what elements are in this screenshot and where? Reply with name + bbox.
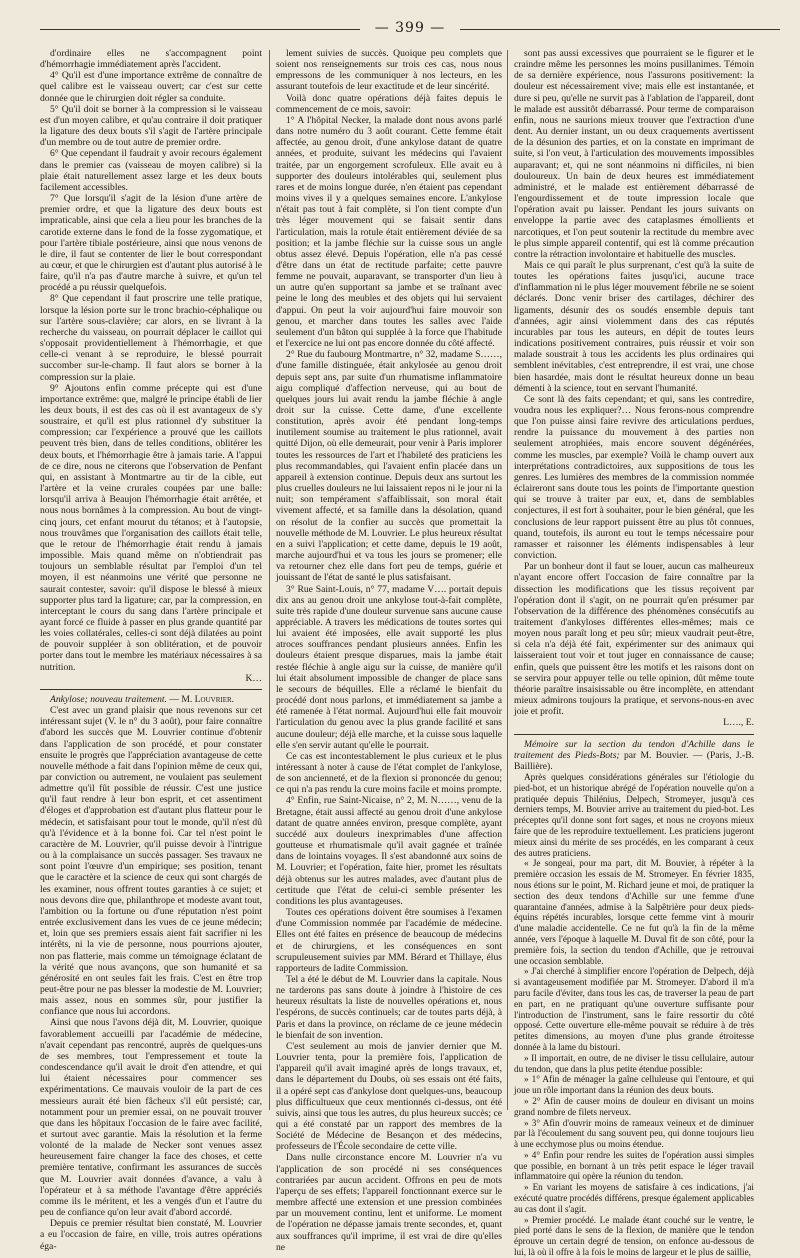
author-signature: K… <box>245 672 262 684</box>
paragraph: Tel a été le début de M. Louvrier dans la capitale. Nous ne tarderons pas sans doute à joindre à l'histoire de ces heureux résultats la liste de nouvelles opérations et, nous l'espérons, de succès continuels; car de toutes parts déjà, à Paris et dans la province, on réclame de ce jeune médecin le bienfait de son invention. <box>276 973 502 1041</box>
paragraph: Depuis ce premier résultat bien constaté, M. Louvrier a eu l'occasion de faire, en ville, trois autres opérations éga- <box>40 1218 262 1252</box>
page-number: — 399 — <box>374 20 446 36</box>
paragraph: Par un bonheur dont il faut se louer, aucun cas malheureux n'ayant encore offert l'occasion de faire connaître par la dissection les modifications que les tissus reçoivent par l'opération dont il s'agit, on ne pourrait qu'en présumer par l'observation de la différence des phénomènes consécutifs au traitement d'ankyloses différentes elles-mêmes; mais ce moyen nous paraît long et peu sûr; mieux vaudrait peut-être, si cela n'a déjà été fait, expérimenter sur des animaux qui laisseraient tout voir et tout juger en connaissance de cause; enfin, quels que puissent être les motifs et les raisons dont on se servira pour appuyer telle ou telle opinion, dût même toute théorie paraître insaisissable ou être incomplète, en attendant mieux admirons toujours la pratique, et servons-nous-en avec joie et profit. <box>514 561 754 718</box>
paragraph: » J'ai cherché à simplifier encore l'opération de Delpech, déjà si avantageusement modifiée par M. Stromeyer. D'abord il m'a paru facile d'éviter, dans tous les cas, de traverser la peau de part en part, en ne pratiquant qu'une ouverture suffisante pour l'introduction de l'instrument, sans le faire ressortir du côté opposé. Cette ouverture elle-même pouvait se réduire à de très petites dimensions, au moyen d'une plus grande étroitesse donnée à la lame du bistouri. <box>514 966 754 1052</box>
memoire-title-text: Mémoire sur la section du tendon d'Achille dans le traitement des Pieds-Bots; <box>514 738 754 761</box>
paragraph: lement suivies de succès. Quoique peu complets que soient nos renseignements sur trois ces cas, nous nous empressons de les communiquer à nos lecteurs, en les assurant toutefois de leur exactitude et de leur sincérité. <box>276 48 502 93</box>
section-title <box>40 694 262 705</box>
header-rule-right <box>460 29 780 30</box>
paragraph: » 3° Afin d'ouvrir moins de rameaux veineux et de diminuer par là l'écoulement du sang souvent peu, qui donne toujours lieu à une ecchymose plus ou moins étendue. <box>514 1117 754 1150</box>
paragraph: Ainsi que nous l'avons déjà dit, M. Louvrier, quoique favorablement accueilli par l'académie de médecine, n'avait cependant pas rencontré, auprès de quelques-uns de ses membres, tout l'empressement et toute la condescendance qu'il avait le droit d'en attendre, et qui lui étaient nécessaires pour commencer ses expérimentations. Ce mauvais vouloir de la part de ces messieurs aurait été bien fâcheux s'il eût persisté; car, notamment pour un premier essai, on ne pouvait trouver que dans les hôpitaux l'occasion de le faire avec facilité, et surtout avec garantie. Mais la résolution et la ferme volonté de la malade de Necker sont venues assez heureusement faire changer la face des choses, et cette première tentative, confirmant les assurances de succès que M. Louvrier avait données d'avance, a valu à l'opérateur et à sa méthode l'avantage d'être appréciés comme ils le méritent, et les a vengés d'un et l'autre du peu de confiance qu'on leur avait d'abord accordé. <box>40 1017 262 1219</box>
paragraph: » 4° Enfin pour rendre les suites de l'opération aussi simples que possible, en bornant à un très petit espace le léger travail inflammatoire qui opère la réunion du tendon. <box>514 1149 754 1182</box>
author-signature: L…., E. <box>723 717 754 729</box>
paragraph: C'est seulement au mois de janvier dernier que M. Louvrier tenta, pour la première fois, l'application de l'appareil qu'il avait imaginé après de longs travaux, et, dans le département du Doubs, où ses essais ont été faits, il a opéré sept cas d'ankylose dont quelques-uns, beaucoup plus difficultueux que ceux mentionnés ci-dessus, ont été suivis, ainsi que tous les autres, du plus heureux succès; ce qui a été constaté par un rapport des membres de la Société de Médecine de Besançon et des médecins, professeurs de l'École secondaire de cette ville. <box>276 1040 502 1153</box>
paragraph: Mais ce qui paraît le plus surprenant, c'est qu'à la suite de toutes les opérations faites jusqu'ici, aucune trace d'inflammation ni le plus léger mouvement fébrile ne se soient déclarés. Donc venir briser des cartilages, déchirer des ligaments, désunir des os soudés ensemble depuis tant d'années, agir ainsi violemment dans des cas réputés incurables par tous les auteurs, en dépit de toutes leurs indications positivement contraires, puis réussir et voir son malade soustrait à tous les accidents les plus ordinaires qui semblent inévitables, c'est entreprendre, il est vrai, une chose bien hasardée, mais dont le résultat heureux donne un beau démenti à la science, tout en servant l'humanité. <box>514 259 754 394</box>
paragraph: » Premier procédé. Le malade étant couché sur le ventre, le pied porté dans le sens de la flexion, de manière que le tendon éprouve un certain degré de tension, on enfonce au-dessous de lui, là où il offre à la fois le moins de largeur et le plus de saillie, <box>514 1214 754 1258</box>
paragraph: » 2° Afin de causer moins de douleur en divisant un moins grand nombre de filets nerveux. <box>514 1095 754 1117</box>
column-divider <box>507 50 508 1110</box>
paragraph: Voilà donc quatre opérations déjà faites depuis le commencement de ce mois, savoir: <box>276 92 502 115</box>
paragraph: Dans nulle circonstance encore M. Louvrier n'a vu l'application de son procédé ni ses conséquences contrariées par aucun accident. Offrons en peu de mots l'aperçu de ses effets; l'appareil fonctionnant exerce sur le membre affecté une extension et une pression combinées par un mouvement continu, lent et uniforme. Le moment de l'opération ne dépasse jamais trente secondes, et, quant aux souffrances qu'il imprime, il est vrai de dire qu'elles ne <box>276 1152 502 1253</box>
paragraph: 9° Ajoutons enfin comme précepte qui est d'une importance extrême: que, malgré le principe établi de lier les deux bouts, il est des cas où il est avantageux de s'y soustraire, et qu'il est plus rationnel d'y substituer la compression; car l'expérience a prouvé que les caillots peuvent très bien, dans de telles conditions, oblitérer les deux bouts, et l'hémorrhagie être à jamais tarie. A l'appui de ce dire, nous ne citerons que l'observation de Penfant qui, en assistant à Montmartre au tir de la cible, eut l'artère et la veine crurales coupées par une balle: lorsqu'il arriva à Beaujon l'hémorrhagie était arrêtée, et nous nous bornâmes à la compression. Au bout de vingt-cinq jours, cet enfant mourut du tétanos; et à l'autopsie, nous trouvâmes que l'organisation des caillots était telle, que le retour de l'hémorrhagie était rendu à jamais impossible. Mais quand même on n'obtiendrait pas toujours un semblable résultat par l'emploi d'un tel moyen, il est néanmoins une vérité que personne ne saurait contester, savoir: qu'il dispose le blessé à mieux supporter plus tard la ligature; car, par la compression, en interceptant le cours du sang dans l'artère principale et ayant forcé ce fluide à passer en plus grande quantité par les voies collatérales, celles-ci sont déjà dilatées au point de pouvoir suppléer à son oblitération, et de pouvoir porter dans tout le membre les matériaux nécessaires à sa nutrition. <box>40 382 262 673</box>
paragraph: » 1° Afin de ménager la gaîne celluleuse qui l'entoure, et qui joue un rôle important dans la réunion des deux bouts. <box>514 1074 754 1096</box>
section-author: — M. Louvrier. <box>169 693 235 705</box>
paragraph: 4° Enfin, rue Saint-Nicaise, n° 2, M. N……, venu de la Bretagne, était aussi affecté au genou droit d'une ankylose datant de quatre années environ, presque complète, ayant succédé aux douleurs inexprimables d'une affection goutteuse et rhumatismale qu'il avait gagnée et traînée dans de lointains voyages. Il s'est abandonné aux soins de M. Louvrier; et l'opération, faite hier, promet les résultats déjà obtenus sur les autres malades, avec d'autant plus de certitude que l'état de celui-ci semble présenter les conditions les plus avantageuses. <box>276 795 502 907</box>
section-title-text: Ankylose; nouveau traitement. <box>50 693 167 705</box>
page-header <box>40 16 780 42</box>
paragraph: 7° Que lorsqu'il s'agit de la lésion d'une artère de premier ordre, et que la ligature des deux bouts est impraticable, ainsi que cela a lieu pour les branches de la carotide externe dans le fond de la fosse zygomatique, et pour l'artère tibiale postérieure, ainsi que nous venons de le dire, il faut se contenter de lier le bout correspondant au cœur, et que le chirurgien est d'autant plus autorisé à le faire, qu'il n'a pas d'autre marche à suivre, et qu'un tel procédé a pu réussir quelquefois. <box>40 193 262 294</box>
memoire-publisher: par M. Bouvier. — (Paris, J.-B. Baillière). <box>514 749 754 772</box>
paragraph: d'ordinaire elles ne s'accompagnent point d'hémorrhagie immédiatement après l'accident. <box>40 48 262 71</box>
paragraph: » Il importait, en outre, de ne diviser le tissu cellulaire, autour du tendon, que dans la plus petite étendue possible: <box>514 1052 754 1074</box>
column-3 <box>514 48 754 1258</box>
paragraph: sont pas aussi excessives que pourraient se le figurer et le craindre même les personnes les moins pusillanimes. Témoin de sa dernière expérience, nous l'assurons positivement: la douleur est nécessairement vive; mais elle est instantanée, et dure si peu, qu'elle ne survit pas à l'ablation de l'appareil, dont le malade est aussitôt débarrassé. Pour terme de comparaison enfin, nous ne saurions mieux trouver que l'extraction d'une dent. Au dernier instant, un ou deux craquements avertissent de la désunion des parties, et on la constate en imprimant de suite, si l'on veut, à l'articulation des mouvements impossibles auparavant; et, qui ne sont néanmoins ni difficiles, ni bien douloureux. Un bain de deux heures est immédiatement administré, et le malade est entièrement débarrassé de l'engourdissement et de toute impression locale que l'opération avait pu laisser. Pendant les jours suivants on enveloppe la partie avec des cataplasmes émollients et narcotiques, et l'on peut soutenir la rectitude du membre avec le plus simple appareil contentif, qui est là comme précaution contre la rétraction involontaire et habituelle des muscles. <box>514 48 754 260</box>
paragraph: Après quelques considérations générales sur l'étiologie du pied-bot, et un historique abrégé de l'opération nouvelle qu'on a pratiquée depuis Thilénius, Delpech, Stromeyer, jusqu'à ces derniers temps, M. Bouvier arrive au traitement du pied-bot. Les préceptes qu'il donne sont fort sages, et nous ne croyons mieux faire que de les reproduire textuellement. Les praticiens jugeront mieux ainsi du mérite de ses procédés, en les comparant à ceux des autres praticiens. <box>514 772 754 858</box>
paragraph: 2° Rue du faubourg Montmartre, n° 32, madame S……, d'une famille distinguée, était ankylosée au genou droit depuis sept ans, par suite d'un rhumatisme inflammatoire aigu compliqué d'affection nerveuse, qui au bout de quelques jours lui avait rendu la jambe fléchie à angle droit sur la cuisse. Cette dame, d'une excellente constitution, après avoir été pendant long-temps inutilement soumise au traitement le plus rationnel, avait quitté Dijon, où elle demeurait, pour venir à Paris implorer toutes les ressources de l'art et l'habileté des praticiens les plus recommandables, qui l'avaient enfin placée dans un appareil à extension continue. Depuis deux ans surtout les plus cruelles douleurs ne lui laissaient repos ni le jour ni la nuit; son tempérament s'affaiblissait, son moral était vivement affecté, et sa famille dans la désolation, quand on résolut de la confier au succès que promettait la nouvelle méthode de M. Louvrier. Le plus heureux résultat en a suivi l'application; et cette dame, depuis le 19 août, marche aujourd'hui et va tous les jours se promener; elle va retourner chez elle dans fort peu de temps, guérie et jouissant de l'état de santé le plus satisfaisant. <box>276 349 502 584</box>
paragraph: 4° Qu'il est d'une importance extrême de connaître de quel calibre est le vaisseau ouvert; car c'est sur cette donnée que le chirurgien doit régler sa conduite. <box>40 70 262 104</box>
paragraph: « Je songeai, pour ma part, dit M. Bouvier, à répéter à la première occasion les essais de M. Stromeyer. En février 1835, nous étions sur le point, M. Richard jeune et moi, de pratiquer la section des deux tendons d'Achille sur une femme d'une quarantaine d'années, admise à la Salpêtrière pour deux pieds-équins répétés incurables, lorsque cette femme vint à mourir d'une maladie accidentelle. Ce ne fut qu'à la fin de la même année, vers l'époque à laquelle M. Duval fit de son côté, pour la première fois, la section du tendon d'Achille, que je retrouvai une occasion semblable. <box>514 858 754 966</box>
section-separator <box>40 689 262 690</box>
paragraph: 6° Que cependant il faudrait y avoir recours également dans le premier cas (vaisseau de moyen calibre) si la plaie était naturellement assez large et les deux bouts facilement accessibles. <box>40 148 262 193</box>
paragraph: » En variant les moyens de satisfaire à ces indications, j'ai exécuté quatre procédés différens, presque également applicables au cas dont il s'agit. <box>514 1182 754 1214</box>
paragraph: Ce sont là des faits cependant; et qui, sans les contredire, voudra nous les expliquer?… Nous ferons-nous comprendre que l'on puisse ainsi faire revivre des articulations perdues, rendre la puissance du mouvement à des parties non seulement atrophiées, mais encore souvent dégénérées, comme les muscles, par exemple? Voilà le champ ouvert aux interprétations contradictoires, aux suppositions de tous les genres. Les lumières des membres de la commission nommée éclaireront sans doute tous les points de l'importante question qui se trouve à traiter par eux, et, dans de semblables conjectures, il est fort à souhaiter, pour le bien général, que les conclusions de leur rapport puissent être au plus tôt connues, quand, toutefois, ils auront eu tout le temps nécessaire pour ramasser et raisonner les éléments indispensables à leur conviction. <box>514 393 754 562</box>
paragraph: C'est avec un grand plaisir que nous revenons sur cet intéressant sujet (V. le n° du 3 août), pour faire connaître d'abord les succès que M. Louvrier continue d'obtenir dans l'application de son procédé, et pour constater ensuite le progrès que l'appréciation avantageuse de cette nouvelle méthode a fait dans l'opinion même de ceux qui, par conviction ou autrement, ne voulaient pas seulement admettre qu'il fût possible de réussir. C'est une justice qu'il faut rendre à leur bon esprit, et cet assentiment d'éloges et d'approbation est d'autant plus flatteur pour le médecin, et satisfaisant pour tout le monde, qu'il n'est dû qu'à l'évidence et à la bonne foi. Car tel n'est point le caractère de M. Louvrier, qu'il puisse devoir à l'intrigue ou à la complaisance un succès passager. Ses travaux ne sont point l'œuvre d'un empirique; ses position, tenant que le caractère et la science de ceux qui sont chargés de les examiner, nous offrent toutes garanties à ce sujet; et nous devons dire que, philanthrope et modeste avant tout, l'ambition ou la fortune ou d'une réputation n'est point entrée exclusivement dans les vues de ce jeune médecin; et, loin que ses premiers essais aient fait sacrifier ni les intérêts, ni la vie de personne, nous pourrions ajouter, non pas flatterie, mais comme un témoignage éclatant de la vérité que nous avançons, que son humanité et sa générosité en ont seules fait les frais. C'est en être trop peut-être pour ne pas blesser la modestie de M. Louvrier; mais assez, nous en sommes sûr, pour justifier la confiance que nous lui accordons. <box>40 705 262 1018</box>
memoire-title <box>514 739 754 772</box>
paragraph: 8° Que cependant il faut proscrire une telle pratique, lorsque la lésion porte sur le tronc brachio-céphalique ou sur l'artère sous-clavière; car alors, en se livrant à la recherche du vaisseau, on pourrait déplacer le caillot qui s'opposait providentiellement à l'hémorrhagie, et que celle-ci venant à se reproduire, le blessé pourrait succomber sur-le-champ. Il faut alors se borner à la compression sur la plaie. <box>40 293 262 383</box>
section-separator <box>514 734 754 735</box>
column-1 <box>40 48 262 1252</box>
column-divider <box>269 50 270 1110</box>
paragraph: Toutes ces opérations doivent être soumises à l'examen d'une Commission nommée par l'académie de médecine. Elles ont été faites en présence de beaucoup de médecins et de chirurgiens, et les conséquences en sont scrupuleusement suivies par MM. Bérard et Thillaye, élus rapporteurs de ladite Commission. <box>276 907 502 974</box>
paragraph: 1° A l'hôpital Necker, la malade dont nous avons parlé dans notre numéro du 3 août courant. Cette femme était affectée, au genou droit, d'une ankylose datant de quatre années, et produite, suivant les médecins qui l'avaient traitée, par un engorgement scrofuleux. Elle avait eu à supporter des douleurs intolérables qui, seulement plus rares et de moins longue durée, n'en étaient pas cependant moins vives il y a quelques semaines encore. L'ankylose n'était pas tout à fait complète, si l'on tient compte d'un très léger mouvement qui se faisait sentir dans l'articulation, mais la rotule était entièrement déviée de sa position; et la jambe fléchie sur la cuisse sous un angle obtus assez élevé. Depuis l'opération, elle n'a pas cessé d'être dans un état de rectitude parfaite; cette pauvre femme ne pouvait, auparavant, se transporter d'un lieu à un autre qu'en supportant sa jambe et se traînant avec peine le long des meubles et des objets qui lui servaient d'appui. On peut la voir aujourd'hui faire mouvoir son genou, et marcher dans toutes les salles avec l'aide seulement d'un bâton qui supplée à la force que l'habitude et l'exercice ne lui ont pas encore donnée du côté affecté. <box>276 114 502 350</box>
column-2 <box>276 48 502 1253</box>
paragraph: Ce cas est incontestablement le plus curieux et le plus intéressant à noter à cause de l'état complet de l'ankylose, de son ancienneté, et de la flexion si prononcée du genou; ce qui n'a pas rendu la cure moins facile et moins prompte. <box>276 750 502 796</box>
paragraph: 3° Rue Saint-Louis, n° 77, madame V…. portait depuis dix ans au genou droit une ankylose tout-à-fait complète, suite très rapide d'une douleur survenue sans aucune cause appréciable. A travers les médications de toutes sortes qui lui avaient été imposées, elle avait supporté les plus atroces souffrances pendant plusieurs années. Enfin les douleurs étaient presque disparues, mais la jambe était restée fléchie à angle aigu sur la cuisse, de manière qu'il lui était absolument impossible de changer de place sans le secours de béquilles. Elle a réclamé le bienfait du procédé dont nous parlons, et immédiatement sa jambe a été ramenée à l'état normal. Aujourd'hui elle fait mouvoir l'articulation du genou avec la plus grande facilité et sans aucune douleur; déjà elle marche, et la cuisse sous laquelle elle s'en servir autant qu'elle le pourrait. <box>276 583 502 751</box>
paragraph: 5° Qu'il doit se borner à la compression si le vaisseau est d'un moyen calibre, et qu'au contraire il doit pratiquer la ligature des deux bouts s'il s'agit de l'artère principale d'un membre ou de tout autre de premier ordre. <box>40 103 262 149</box>
